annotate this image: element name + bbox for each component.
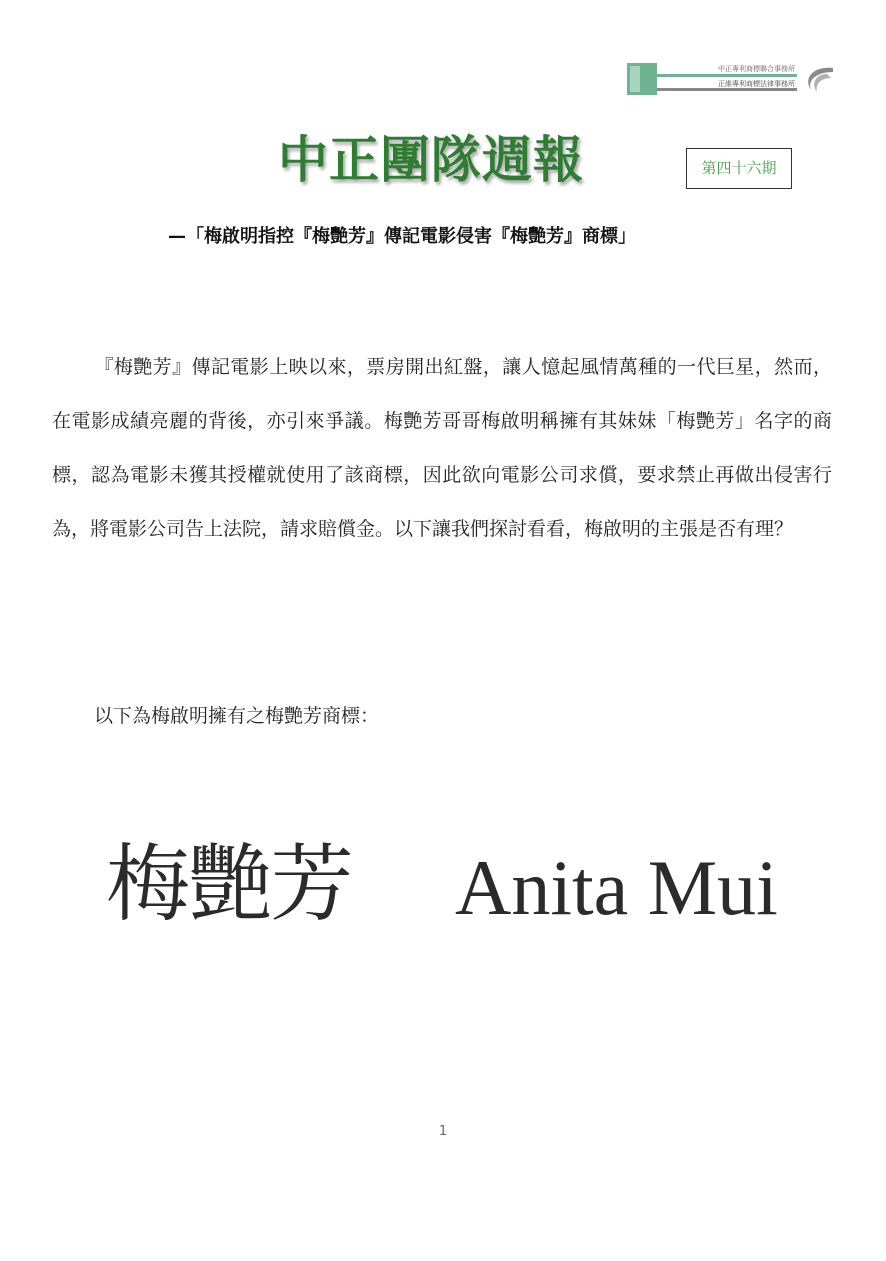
logo-green-bar [657,74,797,77]
firm-logo [627,62,835,96]
logo-grey-bar [657,88,797,91]
logo-inner-block [630,66,640,92]
article-paragraph [52,340,832,556]
logo-text-line2: 正維專利商標法律事務所 [718,81,795,88]
trademark-intro: 以下為梅啟明擁有之梅艷芳商標： [94,705,380,727]
page-number: 1 [438,1124,448,1139]
newsletter-title: 中正團隊週報 [278,131,584,189]
firm-logo-graphic [627,62,835,96]
article-subtitle: —「梅啟明指控『梅艷芳』傳記電影侵害『梅艷芳』商標」 [168,226,636,247]
logo-swoosh-inner-icon [814,74,831,92]
trademark-english: Anita Mui [455,844,778,931]
issue-number-badge: 第四十六期 [686,148,792,189]
logo-text-line1: 中正專利商標聯合事務所 [718,66,795,73]
trademark-chinese: 梅艷芳 [106,835,353,933]
paragraph-text: 『梅艷芳』傳記電影上映以來，票房開出紅盤，讓人憶起風情萬種的一代巨星，然而，在電影成績亮麗的背後，亦引來爭議。梅艷芳哥哥梅啟明稱擁有其妹妹「梅艷芳」名字的商標，認為電影未獲其授權就使用了該商標，因此欲向電影公司求償，要求禁止再做出侵害行為，將電影公司告上法院，請求賠償金。以下讓我們探討看看，梅啟明的主張是否有理？ [52,356,832,540]
